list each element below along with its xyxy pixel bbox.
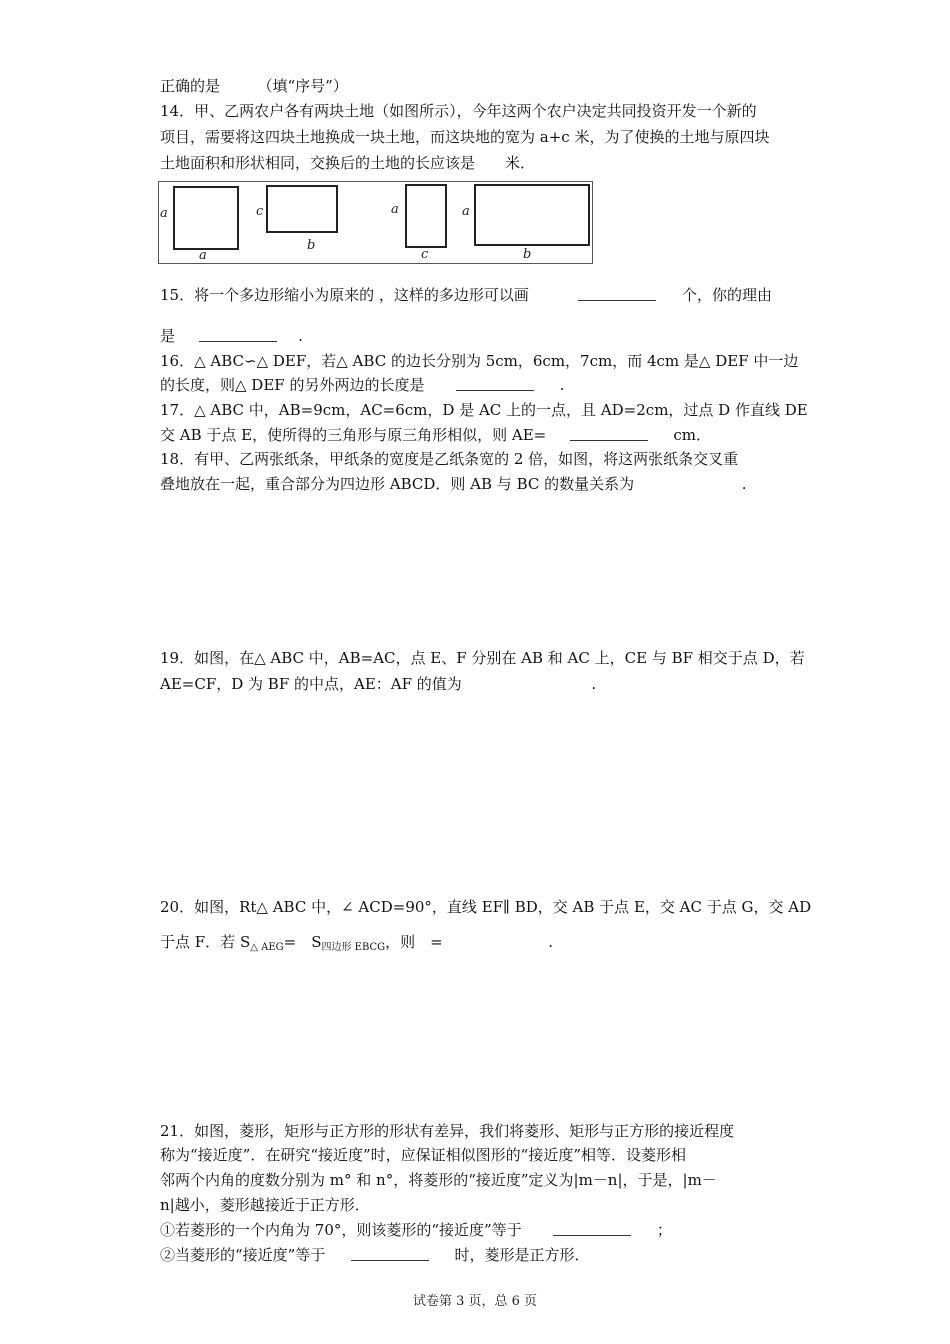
q21-part1-text: ①若菱形的一个内角为 70°，则该菱形的“接近度”等于	[160, 1221, 522, 1239]
q21-part1-end: ；	[656, 1221, 672, 1239]
rect-plot-ab	[474, 184, 590, 246]
q20-end-period: .	[548, 933, 554, 951]
q17-unit: cm．	[673, 426, 711, 444]
q16-line1: 16．△ ABC∽△ DEF，若△ ABC 的边长分别为 5cm，6cm，7cm，而 4cm 是△ DEF 中一边	[160, 352, 799, 370]
q21-line4: n|越小，菱形越接近于正方形．	[160, 1196, 370, 1214]
q20-line2	[160, 932, 553, 958]
q16-answer-blank[interactable]	[456, 376, 534, 391]
rect-plot-ac	[405, 184, 447, 248]
q15-answer-blank-1[interactable]	[578, 286, 656, 301]
q21-line3: 邻两个内角的度数分别为 m° 和 n°，将菱形的“接近度”定义为|m－n|，于是，|m－	[160, 1171, 717, 1189]
rect-plot-cb	[266, 185, 338, 233]
q15-text: 15．将一个多边形缩小为原来的 ，这样的多边形可以画	[160, 286, 529, 304]
q15-answer-blank-2[interactable]	[199, 327, 277, 342]
q15-line1	[160, 285, 772, 305]
q14-line3: 土地面积和形状相同，交换后的土地的长应该是 米．	[160, 154, 536, 172]
q20-text-1: 于点 F．若 S	[160, 933, 251, 951]
line-fill-order: 正确的是 （填“序号”）	[160, 77, 348, 95]
q14-line1: 14．甲、乙两农户各有两块土地（如图所示），今年这两个农户决定共同投资开发一个新的	[160, 102, 757, 120]
q21-line5	[160, 1220, 672, 1240]
label-c-bottom: c	[421, 247, 429, 262]
q20-text-3: ，则 =	[385, 933, 443, 951]
q21-line2: 称为“接近度”．在研究“接近度”时，应保证相似图形的“接近度”相等．设菱形相	[160, 1146, 687, 1164]
q20-sub-ebcg: 四边形 EBCG	[321, 942, 386, 953]
q16-end-period: .	[559, 376, 565, 394]
q17-line2	[160, 425, 711, 445]
q17-answer-blank[interactable]	[570, 426, 648, 441]
square-plot	[173, 186, 239, 250]
q21-part2-blank[interactable]	[351, 1246, 429, 1261]
q15-line2	[160, 326, 303, 346]
q21-part2-end: 时，菱形是正方形．	[454, 1246, 590, 1264]
q19-line2	[160, 674, 596, 694]
q21-part1-blank[interactable]	[553, 1221, 631, 1236]
page-footer: 试卷第 3 页，总 6 页	[412, 1294, 538, 1309]
label-a-bottom: a	[199, 248, 207, 263]
q18-line2	[160, 474, 746, 494]
q21-part2-text: ②当菱形的“接近度”等于	[160, 1246, 326, 1264]
q18-end-period: .	[741, 475, 747, 493]
q21-line1: 21．如图，菱形，矩形与正方形的形状有差异，我们将菱形、矩形与正方形的接近程度	[160, 1122, 735, 1140]
label-c-left: c	[256, 204, 264, 219]
label-b-rect4: b	[523, 247, 532, 262]
q20-line1: 20．如图，Rt△ ABC 中，∠ ACD=90°，直线 EF∥ BD，交 AB 于点 E，交 AC 于点 G，交 AD	[160, 898, 812, 916]
land-plots-figure	[158, 181, 593, 264]
q17-line1: 17．△ ABC 中，AB=9cm，AC=6cm，D 是 AC 上的一点，且 AD=2cm，过点 D 作直线 DE	[160, 401, 808, 419]
q14-line2: 项目，需要将这四块土地换成一块土地，而这块地的宽为 a+c 米，为了使换的土地与原四块	[160, 128, 770, 146]
q18-line1: 18．有甲、乙两张纸条，甲纸条的宽度是乙纸条宽的 2 倍，如图，将这两张纸条交叉重	[160, 450, 739, 468]
q16-line2	[160, 375, 564, 395]
q17-text: 交 AB 于点 E，使所得的三角形与原三角形相似，则 AE=	[160, 426, 547, 444]
q19-end-period: .	[591, 675, 597, 693]
q15-text-is: 是	[160, 327, 176, 345]
q20-text-2: = S	[283, 933, 322, 951]
q19-line1: 19．如图，在△ ABC 中，AB=AC，点 E、F 分别在 AB 和 AC 上，CE 与 BF 相交于点 D，若	[160, 649, 805, 667]
q19-text: AE=CF，D 为 BF 的中点，AE：AF 的值为	[160, 675, 462, 693]
label-a-left: a	[160, 206, 168, 221]
label-b-bottom: b	[307, 238, 316, 253]
q20-sub-aeg: △ AEG	[250, 942, 284, 953]
label-a-rect4: a	[462, 204, 470, 219]
label-a-rect3: a	[391, 202, 399, 217]
q18-text: 叠地放在一起，重合部分为四边形 ABCD．则 AB 与 BC 的数量关系为	[160, 475, 635, 493]
q21-line6	[160, 1245, 589, 1265]
q16-text: 的长度，则△ DEF 的另外两边的长度是	[160, 376, 425, 394]
q15-text-post: 个，你的理由	[681, 286, 772, 304]
q15-end-period: .	[298, 327, 303, 345]
